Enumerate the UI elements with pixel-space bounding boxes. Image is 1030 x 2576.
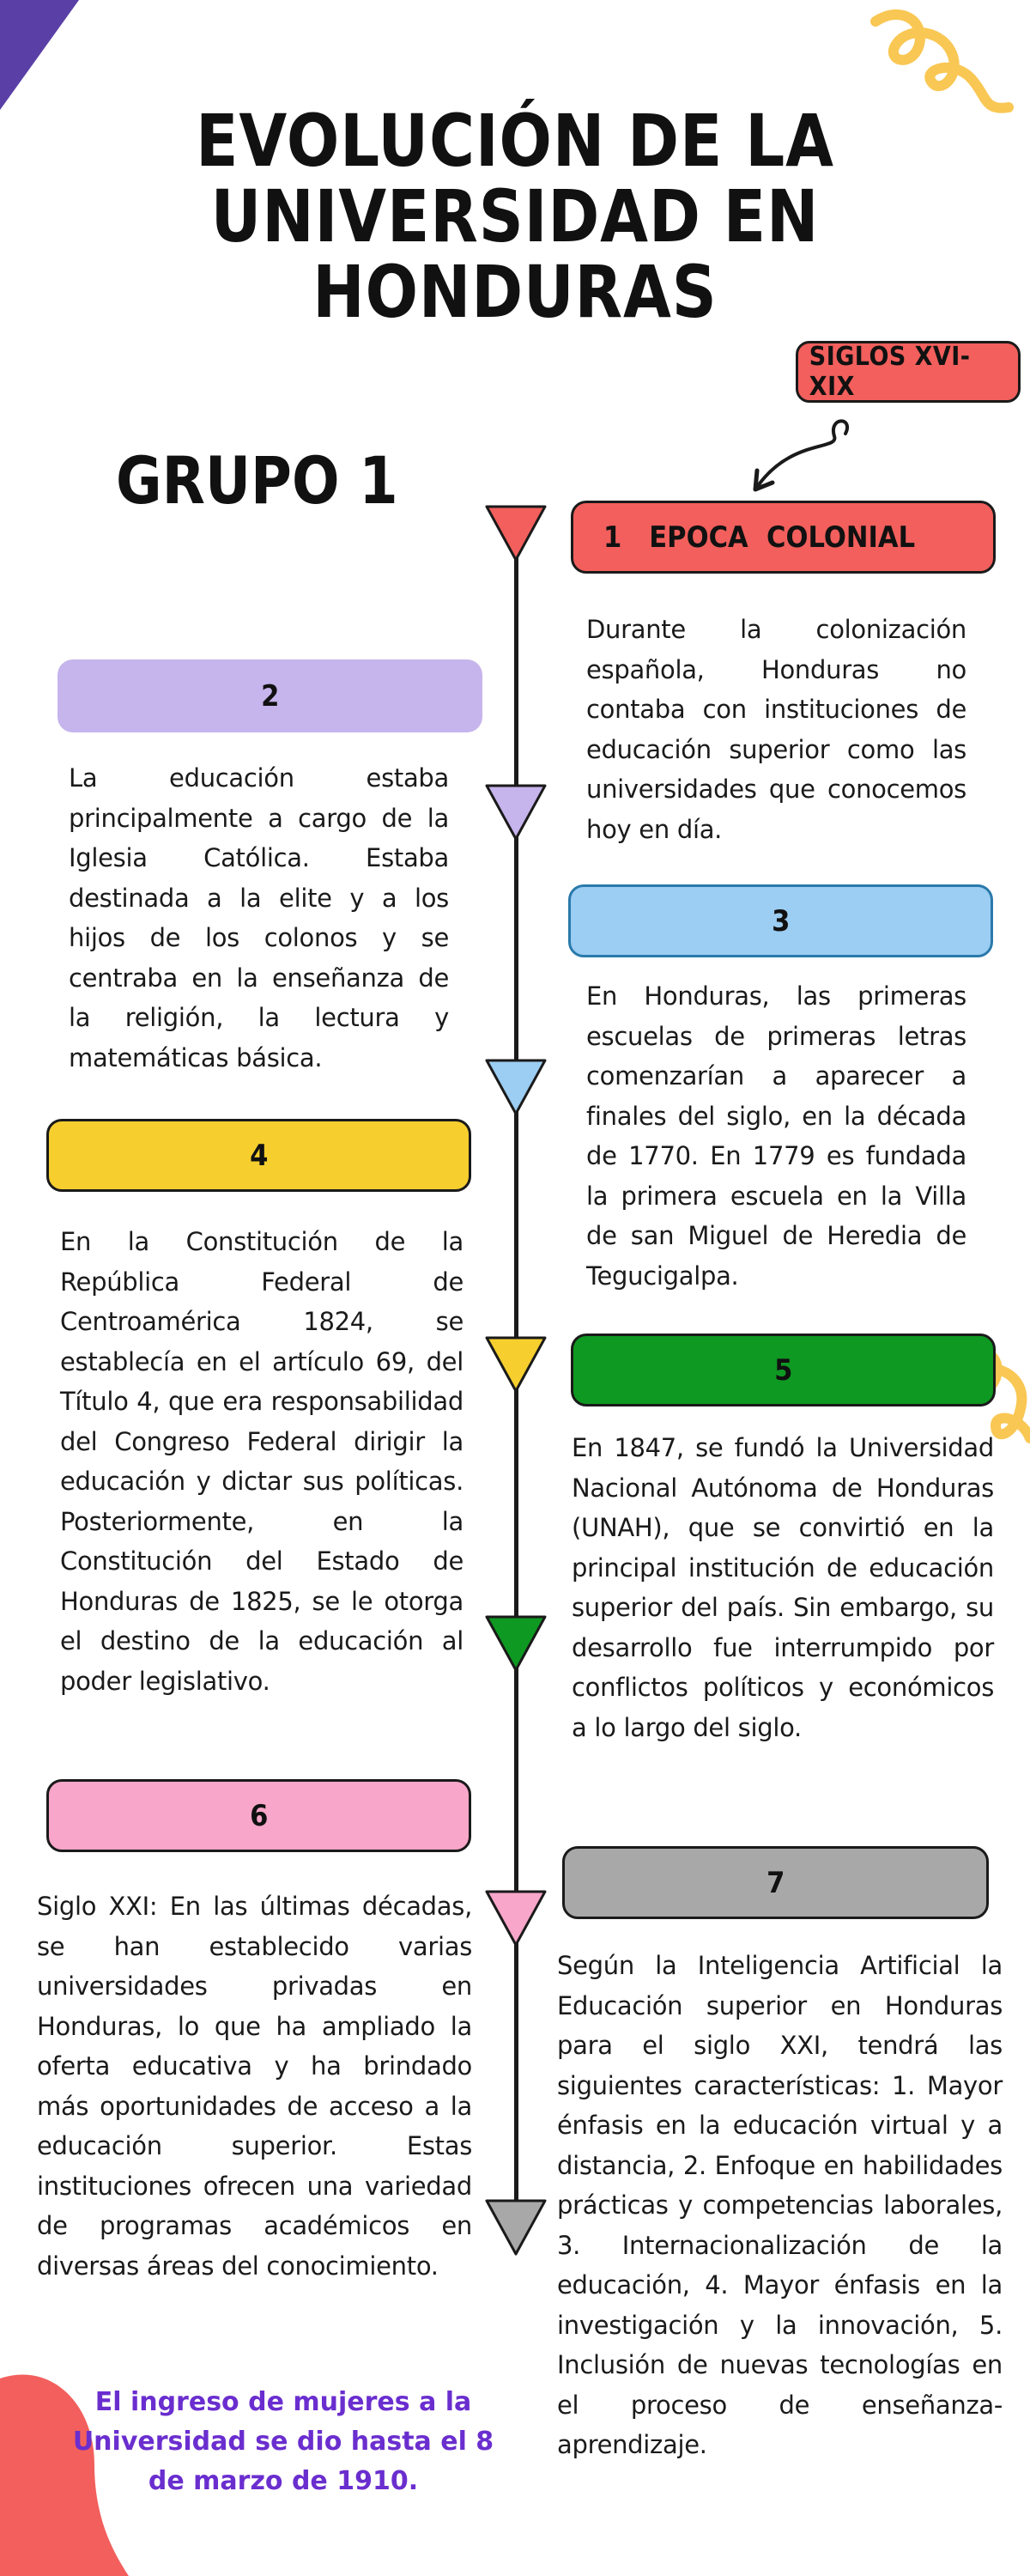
section-7-header <box>562 1846 989 1919</box>
curved-arrow-icon <box>738 404 858 502</box>
timeline-marker-4 <box>484 1335 548 1394</box>
section-6-label: 6 <box>249 1798 269 1833</box>
section-5-header <box>571 1334 996 1406</box>
timeline-marker-6 <box>484 1889 548 1947</box>
section-7-label: 7 <box>766 1865 785 1900</box>
section-4-header <box>46 1119 471 1192</box>
section-6-header <box>46 1779 471 1852</box>
section-5-label: 5 <box>773 1352 793 1388</box>
timeline-marker-2 <box>484 783 548 841</box>
section-3-text: En Honduras, las primeras escuelas de primeras letras comenzarían a aparecer a finales del siglo, en la década de 1770. En 1779 es fundada la primera escuela en la Villa de san Miguel de Heredia de Tegucigalpa. <box>586 981 966 1291</box>
century-badge <box>796 341 1021 403</box>
swirl-decoration-top-right <box>858 0 1030 120</box>
section-1-text: Durante la colonización española, Honduras no contaba con instituciones de educación superior como las universidades que conocemos hoy en día. <box>586 615 966 844</box>
section-5-text: En 1847, se fundó la Universidad Nacional Autónoma de Honduras (UNAH), que se convirtió en la principal institución de educación superior del país. Sin embargo, su desarrollo fue interrumpido por conflictos políticos y económicos a lo largo del siglo. <box>572 1433 994 1742</box>
section-4-text: En la Constitución de la República Federal de Centroamérica 1824, se establecía en el artículo 69, del Título 4, que era responsabilidad del Congreso Federal dirigir la educación y dictar sus políticas. Posteriormente, en la Constitución del Estado de Honduras de 1825, se le otorga el destino de la educación al poder legislativo. <box>60 1227 464 1696</box>
timeline-marker-1 <box>484 504 548 562</box>
section-3-header <box>568 884 993 957</box>
section-6-text: Siglo XXI: En las últimas décadas, se han establecido varias universidades privadas en Honduras, lo que ha ampliado la oferta educativa y ha brindado más oportunidades de acceso a la educación superior. Estas instituciones ofrecen una variedad de programas académicos en diversas áreas del conocimiento. <box>37 1892 472 2281</box>
footer-note: El ingreso de mujeres a la Universidad se dio hasta el 8 de marzo de 1910. <box>72 2387 494 2496</box>
section-2-text: La educación estaba principalmente a cargo de la Iglesia Católica. Estaba destinada a la elite y a los hijos de los colonos y se centraba en la enseñanza de la religión, la lectura y matemáticas básica. <box>69 763 449 1072</box>
section-1-header <box>571 501 996 574</box>
section-3-label: 3 <box>771 903 791 939</box>
timeline-marker-3 <box>484 1058 548 1116</box>
page-title: EVOLUCIÓN DE LA UNIVERSIDAD EN HONDURAS <box>196 99 834 334</box>
group-label: GRUPO 1 <box>116 442 398 519</box>
timeline-marker-7 <box>484 2198 548 2257</box>
section-2-header <box>58 659 482 732</box>
section-2-label: 2 <box>260 678 280 714</box>
century-badge-label: SIGLOS XVI-XIX <box>809 342 971 402</box>
section-1-label: 1 EPOCA COLONIAL <box>603 519 916 555</box>
corner-decoration-top-left <box>0 0 82 112</box>
timeline-marker-5 <box>484 1614 548 1673</box>
section-4-label: 4 <box>249 1138 269 1173</box>
section-7-text: Según la Inteligencia Artificial la Educación superior en Honduras para el siglo XXI, tendrá las siguientes características: 1. Mayor énfasis en la educación virtual y a distancia, 2. Enfoque en habilidades prácticas y competencias laborales, 3. Internacionalización de la educación, 4. Mayor énfasis en la investigación y la innovación, 5. Inclusión de nuevas tecnologías en el proceso de enseñanza-aprendizaje. <box>557 1951 1003 2459</box>
